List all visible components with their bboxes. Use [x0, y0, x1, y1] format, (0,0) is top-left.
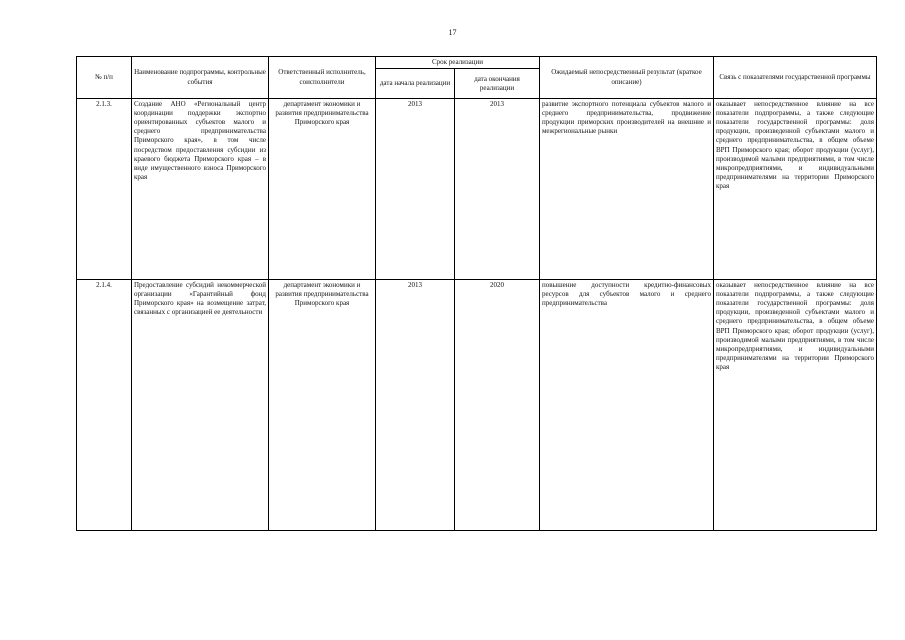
header-link: Связь с показателями государственной программы [714, 57, 877, 99]
row-result: повышение доступности кредитно-финансовых ресурсов для субъектов малого и среднего предпринимательства [540, 280, 714, 531]
row-start: 2013 [376, 99, 455, 280]
header-num: № п/п [77, 57, 132, 99]
row-end: 2013 [455, 99, 540, 280]
row-link: оказывает непосредственное влияние на все показатели подпрограммы, а также следующие показатели государственной программы: доля продукции, произведенной субъектами малого и среднего предпринимательства, в общем объеме ВРП Приморского края; оборот продукции (услуг), производимой малыми предприятиями, в том числе микропредприятиями, и индивидуальными предпринимателями на территории Приморского края [714, 280, 877, 531]
header-executor: Ответственный исполнитель, соисполнители [269, 57, 376, 99]
header-result: Ожидаемый непосредственный результат (краткое описание) [540, 57, 714, 99]
row-executor: департамент экономики и развития предпринимательства Приморского края [269, 280, 376, 531]
row-end: 2020 [455, 280, 540, 531]
header-row-top [77, 57, 877, 69]
row-num: 2.1.3. [77, 99, 132, 280]
program-events-table [76, 56, 877, 531]
page-number: 17 [448, 28, 457, 37]
row-name: Создание АНО «Региональный центр координации поддержки экспортно ориентированных субъектов малого и среднего предпринимательства Приморского края», в том числе посредством предоставления субсидии из краевого бюджета Приморского края – в виде имущественного взноса Приморского края [132, 99, 269, 280]
row-result: развитие экспортного потенциала субъектов малого и среднего предпринимательства, продвижение продукции приморских производителей на внешние и межрегиональные рынки [540, 99, 714, 280]
row-num: 2.1.4. [77, 280, 132, 531]
row-executor: департамент экономики и развития предпринимательства Приморского края [269, 99, 376, 280]
row-name: Предоставление субсидий некоммерческой организации «Гарантийный фонд Приморского края» на возмещение затрат, связанных с организацией ее деятельности [132, 280, 269, 531]
header-start: дата начала реализации [376, 69, 455, 99]
header-period: Срок реализации [376, 57, 540, 69]
row-link: оказывает непосредственное влияние на все показатели подпрограммы, а также следующие показатели государственной программы: доля продукции, произведенной субъектами малого и среднего предпринимательства, в общем объеме ВРП Приморского края; оборот продукции (услуг), производимой малыми предприятиями, в том числе микропредприятиями, и индивидуальными предпринимателями на территории Приморского края [714, 99, 877, 280]
header-end: дата окончания реализации [455, 69, 540, 99]
header-name: Наименование подпрограммы, контрольные события [132, 57, 269, 99]
table-row [77, 99, 877, 280]
row-start: 2013 [376, 280, 455, 531]
table-row [77, 280, 877, 531]
